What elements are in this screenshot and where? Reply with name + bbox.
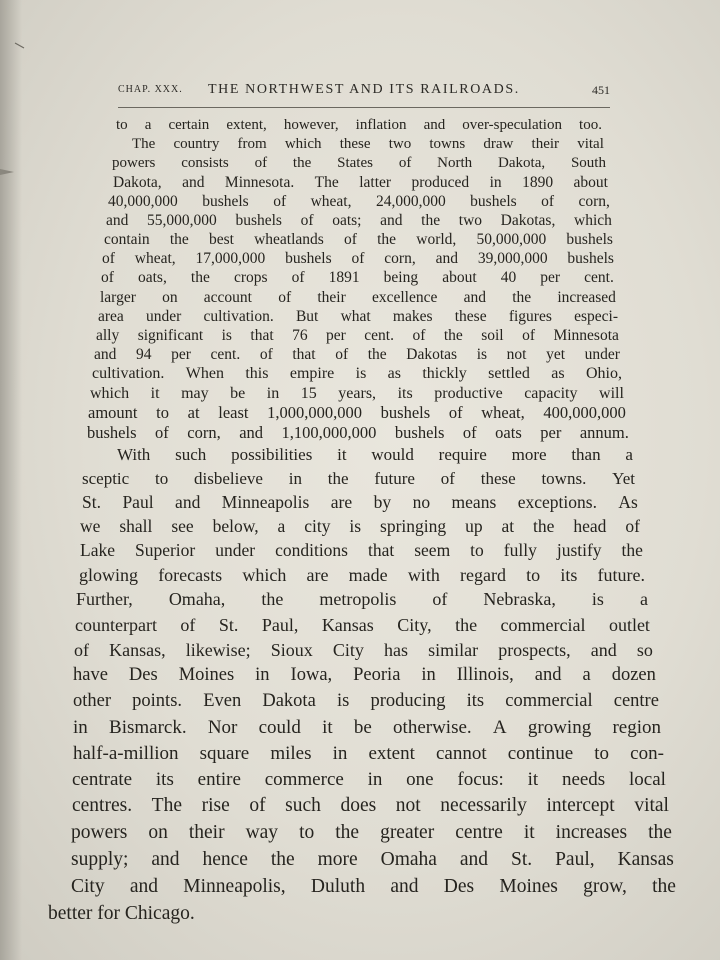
- text-line: to a certain extent, however, inflation and over-speculation too.: [116, 117, 602, 133]
- text-line: centres. The rise of such does not necessarily intercept vital: [72, 795, 669, 816]
- text-line: Further, Omaha, the metropolis of Nebraska, is a: [76, 589, 648, 609]
- text-line: supply; and hence the more Omaha and St. Paul, Kansas: [71, 849, 674, 870]
- text-line: of oats, the crops of 1891 being about 40 per cent.: [101, 269, 614, 286]
- text-line: The country from which these two towns draw their vital: [132, 136, 604, 152]
- text-line: glowing forecasts which are made with regard to its future.: [79, 565, 645, 585]
- text-line: other points. Even Dakota is producing its commercial centre: [73, 691, 659, 711]
- text-line: amount to at least 1,000,000,000 bushels of wheat, 400,000,000: [88, 403, 626, 422]
- page-number: 451: [592, 83, 610, 97]
- text-line: in Bismarck. Nor could it be otherwise. A growing region: [73, 717, 661, 738]
- text-line: we shall see below, a city is springing up at the head of: [80, 516, 640, 536]
- running-title: THE NORTHWEST AND ITS RAILROADS.: [208, 82, 520, 97]
- text-line: of Kansas, likewise; Sioux City has similar prospects, and so: [74, 640, 653, 660]
- text-line: Dakota, and Minnesota. The latter produced in 1890 about: [113, 174, 608, 191]
- text-line: 40,000,000 bushels of wheat, 24,000,000 bushels of corn,: [108, 193, 610, 210]
- text-line: ally significant is that 76 per cent. of the soil of Minnesota: [96, 327, 619, 344]
- text-line: powers consists of the States of North Dakota, South: [112, 155, 606, 171]
- text-line: sceptic to disbelieve in the future of these towns. Yet: [82, 469, 635, 488]
- text-line: Lake Superior under conditions that seem to fully justify the: [80, 540, 643, 560]
- text-line: powers on their way to the greater centre it increases the: [71, 822, 672, 843]
- text-line: cultivation. When this empire is as thickly settled as Ohio,: [92, 365, 622, 382]
- text-line: of wheat, 17,000,000 bushels of corn, and 39,000,000 bushels: [102, 250, 614, 267]
- text-line: which it may be in 15 years, its productive capacity will: [90, 385, 624, 402]
- text-line: With such possibilities it would require more than a: [117, 445, 633, 464]
- text-line: counterpart of St. Paul, Kansas City, the commercial outlet: [75, 615, 650, 635]
- text-line: centrate its entire commerce in one focus: it needs local: [72, 769, 666, 790]
- text-line: St. Paul and Minneapolis are by no means exceptions. As: [82, 492, 638, 512]
- chapter-label: CHAP. XXX.: [118, 84, 183, 95]
- text-line: and 94 per cent. of that of the Dakotas is not yet under: [94, 346, 620, 363]
- text-line: City and Minneapolis, Duluth and Des Moines grow, the: [71, 876, 676, 897]
- text-line: larger on account of their excellence and the increased: [100, 289, 616, 306]
- text-line: bushels of corn, and 1,100,000,000 bushels of oats per annum.: [87, 423, 629, 442]
- text-line: and 55,000,000 bushels of oats; and the two Dakotas, which: [106, 212, 612, 229]
- text-line: area under cultivation. But what makes these figures especi-: [98, 308, 618, 325]
- text-line: contain the best wheatlands of the world, 50,000,000 bushels: [104, 231, 613, 248]
- text-line: half-a-million square miles in extent cannot continue to con-: [73, 743, 664, 764]
- text-line: better for Chicago.: [48, 903, 195, 924]
- text-line: have Des Moines in Iowa, Peoria in Illinois, and a dozen: [73, 665, 656, 685]
